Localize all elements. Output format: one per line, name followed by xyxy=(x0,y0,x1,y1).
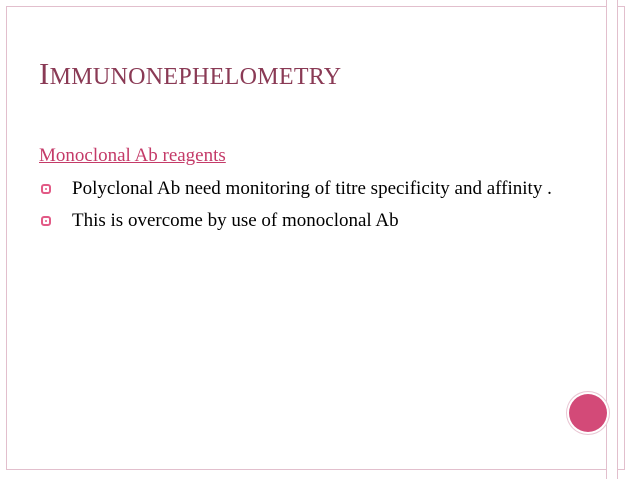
bullet-item xyxy=(39,176,579,202)
slide-title xyxy=(39,56,341,95)
square-bullet-icon xyxy=(41,216,51,226)
circle-decoration xyxy=(569,394,607,432)
title-rest: MMUNONEPHELOMETRY xyxy=(49,64,342,90)
bullet-list xyxy=(39,176,579,240)
square-bullet-icon xyxy=(41,184,51,194)
bullet-text: Polyclonal Ab need monitoring of titre specificity and affinity . xyxy=(72,178,552,199)
subheading: Monoclonal Ab reagents xyxy=(39,145,226,166)
right-decorative-bar xyxy=(606,0,618,479)
bullet-item xyxy=(39,208,579,234)
title-first-letter: I xyxy=(39,56,50,91)
bullet-text: This is overcome by use of monoclonal Ab xyxy=(72,210,399,231)
